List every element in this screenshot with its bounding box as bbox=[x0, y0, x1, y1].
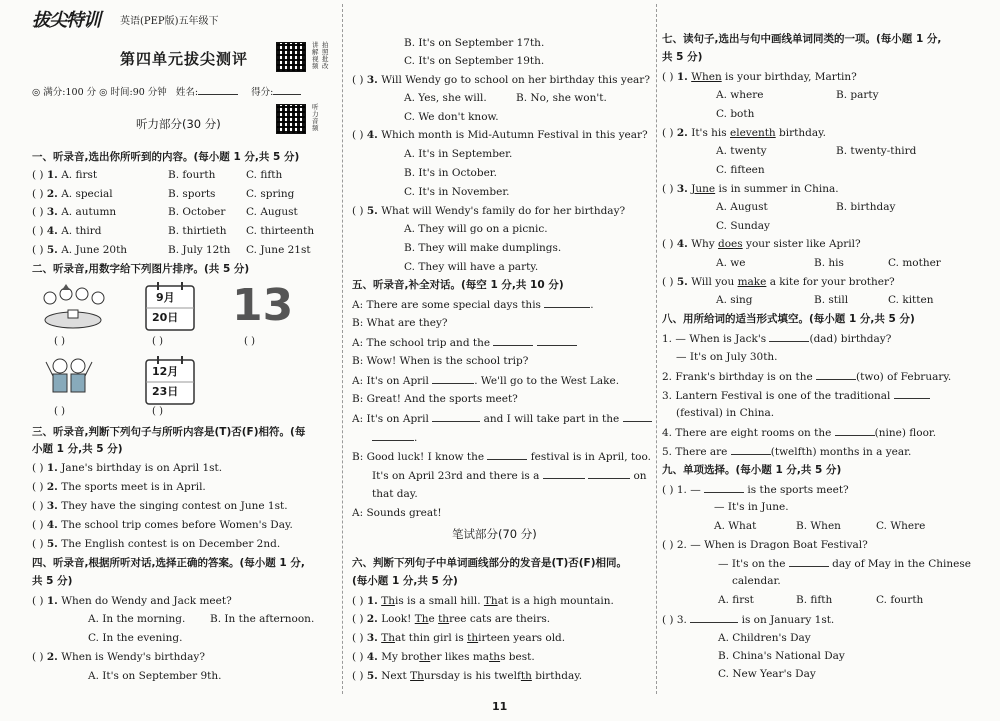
qr-label: 拍照批改 bbox=[322, 41, 329, 70]
option-b: B. July 12th bbox=[168, 244, 231, 256]
dialogue-line: It's on April 23rd and there is a on bbox=[372, 470, 647, 482]
option-c: C. both bbox=[716, 108, 755, 120]
score-blank[interactable] bbox=[273, 84, 301, 95]
option-c: C. We don't know. bbox=[404, 111, 499, 123]
answer-blank[interactable] bbox=[372, 430, 414, 441]
dialogue-line: B: What are they? bbox=[352, 317, 448, 329]
option-a: A. where bbox=[716, 89, 764, 101]
answer-blank[interactable] bbox=[493, 335, 533, 346]
option-c: C. August bbox=[246, 206, 298, 218]
section-3-title-cont: 小题 1 分,共 5 分) bbox=[32, 443, 123, 455]
section-9-title: 九、单项选择。(每小题 1 分,共 5 分) bbox=[662, 464, 842, 476]
fill-line: 4. There are eight rooms on the (nine) floor. bbox=[662, 427, 937, 439]
qr-label: 讲解视频 bbox=[312, 41, 319, 70]
option-b: B. October bbox=[168, 206, 226, 218]
option-a: A. sing bbox=[716, 294, 753, 306]
section-1-title: 一、听录音,选出你所听到的内容。(每小题 1 分,共 5 分) bbox=[32, 151, 300, 163]
dialogue-line: B: Wow! When is the school trip? bbox=[352, 355, 529, 367]
option-c: C. spring bbox=[246, 188, 295, 200]
calendar-day: 20日 bbox=[152, 311, 179, 324]
answer-blank[interactable] bbox=[544, 297, 590, 308]
kids-cheering-picture bbox=[44, 354, 94, 402]
option-c: C. Sunday bbox=[716, 220, 770, 232]
option-b: B. China's National Day bbox=[718, 650, 845, 662]
option-b: B. sports bbox=[168, 188, 216, 200]
section-7-title: 七、读句子,选出与句中画线单词同类的一项。(每小题 1 分, bbox=[662, 33, 942, 45]
calendar-month: 12月 bbox=[152, 365, 179, 378]
option-b: B. It's in October. bbox=[404, 167, 497, 179]
option-b: B. fourth bbox=[168, 169, 216, 181]
option-c: C. In the evening. bbox=[88, 632, 183, 644]
calendar-day: 23日 bbox=[152, 385, 179, 398]
option-b: B. still bbox=[814, 294, 849, 306]
section-8-title: 八、用所给词的适当形式填空。(每小题 1 分,共 5 分) bbox=[662, 313, 915, 325]
big-number: 13 bbox=[232, 280, 294, 331]
list-item: ( ) 1. Jane's birthday is on April 1st. bbox=[32, 462, 223, 474]
option-c: C. It's on September 19th. bbox=[404, 55, 545, 67]
dialogue-line: . bbox=[372, 430, 417, 445]
answer-paren[interactable]: ( ) bbox=[54, 336, 65, 347]
section-3-title: 三、听录音,判断下列句子与所听内容是(T)否(F)相符。(每 bbox=[32, 426, 306, 438]
option-b: B. thirtieth bbox=[168, 225, 227, 237]
list-item: ( ) 2. A. special bbox=[32, 188, 113, 200]
answer-paren[interactable]: ( ) bbox=[54, 406, 65, 417]
list-item: ( ) 3. That thin girl is thirteen years old. bbox=[352, 632, 566, 644]
answer-line: calendar. bbox=[732, 575, 781, 587]
option-c: C. mother bbox=[888, 257, 941, 269]
option-c: C. They will have a party. bbox=[404, 261, 539, 273]
dialogue-line: A: The school trip and the bbox=[352, 335, 577, 350]
list-item: ( ) 4. The school trip comes before Women's Day. bbox=[32, 519, 293, 531]
kids-party-picture bbox=[38, 282, 108, 330]
question: ( ) 5. What will Wendy's family do for her birthday? bbox=[352, 205, 626, 217]
answer-blank[interactable] bbox=[816, 369, 856, 380]
question: ( ) 1. — is the sports meet? bbox=[662, 484, 849, 496]
option-b: B. his bbox=[814, 257, 844, 269]
section-2-title: 二、听录音,用数字给下列图片排序。(共 5 分) bbox=[32, 263, 250, 275]
question: ( ) 1. When is your birthday, Martin? bbox=[662, 71, 857, 83]
qr-code-icon[interactable] bbox=[276, 104, 306, 134]
option-c: C. thirteenth bbox=[246, 225, 315, 237]
section-4-title-cont: 共 5 分) bbox=[32, 575, 73, 587]
answer-blank[interactable] bbox=[789, 556, 829, 567]
brand-logo: 拔尖特训 bbox=[32, 10, 100, 31]
section-7-title-cont: 共 5 分) bbox=[662, 51, 703, 63]
option-c: C. fifth bbox=[246, 169, 283, 181]
list-item: ( ) 2. Look! The three cats are theirs. bbox=[352, 613, 551, 625]
answer-paren[interactable]: ( ) bbox=[152, 406, 163, 417]
dialogue-line: B: Good luck! I know the festival is in April, too. bbox=[352, 451, 651, 463]
question: ( ) 2. It's his eleventh birthday. bbox=[662, 127, 826, 139]
option-a: A. Yes, she will. bbox=[404, 92, 487, 104]
section-5-title: 五、听录音,补全对话。(每空 1 分,共 10 分) bbox=[352, 279, 564, 291]
answer-paren[interactable]: ( ) bbox=[152, 336, 163, 347]
page-title: 第四单元拔尖测评 bbox=[120, 50, 249, 68]
fill-line: 5. There are (twelfth) months in a year. bbox=[662, 446, 912, 458]
answer-line: — It's on the day of May in the Chinese bbox=[718, 558, 971, 570]
middle-column bbox=[352, 0, 652, 700]
dialogue-line: A: There are some special days this . bbox=[352, 299, 594, 311]
option-b: B. No, she won't. bbox=[516, 92, 607, 104]
page-number: 11 bbox=[492, 700, 508, 713]
option-b: B. twenty-third bbox=[836, 145, 917, 157]
exam-info bbox=[32, 84, 301, 98]
option-a: A. It's in September. bbox=[404, 148, 513, 160]
score-time-info: ◎ 满分:100 分 ◎ 时间:90 分钟 bbox=[32, 87, 167, 98]
option-c: C. It's in November. bbox=[404, 186, 510, 198]
option-c: C. kitten bbox=[888, 294, 934, 306]
list-item: ( ) 4. My brother likes maths best. bbox=[352, 651, 535, 663]
option-a: A. In the morning. bbox=[88, 613, 186, 625]
fill-line: (festival) in China. bbox=[676, 407, 775, 419]
dialogue-line: A: It's on April . We'll go to the West Lake. bbox=[352, 375, 620, 387]
section-6-title-cont: (每小题 1 分,共 5 分) bbox=[352, 575, 458, 587]
answer-line: — It's in June. bbox=[714, 501, 789, 513]
score-label: 得分: bbox=[251, 87, 274, 98]
option-b: B. It's on September 17th. bbox=[404, 37, 545, 49]
fill-line: — It's on July 30th. bbox=[676, 351, 778, 363]
column-divider bbox=[342, 4, 343, 694]
list-item: ( ) 1. This is a small hill. That is a high mountain. bbox=[352, 595, 614, 607]
list-item: ( ) 3. A. autumn bbox=[32, 206, 117, 218]
option-c: C. New Year's Day bbox=[718, 668, 816, 680]
dialogue-line: A: Sounds great! bbox=[352, 507, 442, 519]
list-item: ( ) 5. The English contest is on December 2nd. bbox=[32, 538, 281, 550]
option-c: C. fourth bbox=[876, 594, 924, 606]
answer-blank[interactable] bbox=[731, 444, 771, 455]
qr-code-icon[interactable] bbox=[276, 42, 306, 72]
answer-blank[interactable] bbox=[894, 388, 930, 399]
name-blank[interactable] bbox=[198, 84, 238, 95]
answer-blank[interactable] bbox=[487, 449, 527, 460]
section-4-title: 四、听录音,根据所听对话,选择正确的答案。(每小题 1 分, bbox=[32, 557, 305, 569]
question: ( ) 3. June is in summer in China. bbox=[662, 183, 839, 195]
answer-blank[interactable] bbox=[769, 331, 809, 342]
option-b: B. They will make dumplings. bbox=[404, 242, 562, 254]
written-section-title: 笔试部分(70 分) bbox=[452, 527, 537, 541]
answer-blank[interactable] bbox=[432, 373, 474, 384]
answer-blank[interactable] bbox=[835, 425, 875, 436]
fill-line: 2. Frank's birthday is on the (two) of February. bbox=[662, 371, 952, 383]
option-b: B. When bbox=[796, 520, 841, 532]
option-b: B. In the afternoon. bbox=[210, 613, 315, 625]
question: ( ) 3. Will Wendy go to school on her birthday this year? bbox=[352, 74, 650, 86]
list-item: ( ) 3. They have the singing contest on June 1st. bbox=[32, 500, 288, 512]
question: ( ) 3. is on January 1st. bbox=[662, 614, 835, 626]
list-item: ( ) 2. The sports meet is in April. bbox=[32, 481, 206, 493]
option-b: B. party bbox=[836, 89, 879, 101]
answer-blank[interactable] bbox=[623, 411, 652, 422]
dialogue-line: A: It's on April and I will take part in the bbox=[352, 411, 652, 426]
listening-section-title: 听力部分(30 分) bbox=[136, 117, 221, 131]
option-a: A. What bbox=[714, 520, 757, 532]
option-a: A. first bbox=[718, 594, 754, 606]
name-label: 姓名: bbox=[175, 87, 199, 98]
option-a: A. They will go on a picnic. bbox=[404, 223, 548, 235]
list-item: ( ) 5. A. June 20th bbox=[32, 244, 128, 256]
option-a: A. we bbox=[716, 257, 746, 269]
answer-blank[interactable] bbox=[543, 468, 585, 479]
fill-line: 1. — When is Jack's (dad) birthday? bbox=[662, 333, 892, 345]
question: ( ) 2. When is Wendy's birthday? bbox=[32, 651, 205, 663]
answer-blank[interactable] bbox=[690, 612, 738, 623]
left-column bbox=[32, 0, 332, 700]
list-item: ( ) 1. A. first bbox=[32, 169, 98, 181]
option-a: A. It's on September 9th. bbox=[88, 670, 222, 682]
option-a: A. August bbox=[716, 201, 768, 213]
option-a: A. Children's Day bbox=[718, 632, 811, 644]
option-c: C. June 21st bbox=[246, 244, 311, 256]
option-c: C. fifteen bbox=[716, 164, 765, 176]
section-6-title: 六、判断下列句子中单词画线部分的发音是(T)否(F)相同。 bbox=[352, 557, 628, 569]
option-a: A. twenty bbox=[716, 145, 767, 157]
column-divider bbox=[656, 4, 657, 694]
question: ( ) 5. Will you make a kite for your brother? bbox=[662, 276, 895, 288]
option-b: B. fifth bbox=[796, 594, 833, 606]
subject-label: 英语(PEP版)五年级下 bbox=[120, 16, 219, 27]
dialogue-line: B: Great! And the sports meet? bbox=[352, 393, 518, 405]
answer-paren[interactable]: ( ) bbox=[244, 336, 255, 347]
question: ( ) 4. Why does your sister like April? bbox=[662, 238, 861, 250]
question: ( ) 1. When do Wendy and Jack meet? bbox=[32, 595, 232, 607]
option-b: B. birthday bbox=[836, 201, 896, 213]
answer-blank[interactable] bbox=[704, 482, 744, 493]
fill-line: 3. Lantern Festival is one of the traditional bbox=[662, 388, 930, 403]
answer-blank[interactable] bbox=[588, 468, 630, 479]
dialogue-line: that day. bbox=[372, 488, 418, 500]
option-c: C. Where bbox=[876, 520, 926, 532]
list-item: ( ) 4. A. third bbox=[32, 225, 102, 237]
question: ( ) 4. Which month is Mid-Autumn Festival in this year? bbox=[352, 129, 648, 141]
right-column bbox=[662, 0, 978, 700]
list-item: ( ) 5. Next Thursday is his twelfth birthday. bbox=[352, 670, 583, 682]
answer-blank[interactable] bbox=[432, 411, 480, 422]
question: ( ) 2. — When is Dragon Boat Festival? bbox=[662, 539, 868, 551]
calendar-month: 9月 bbox=[156, 291, 175, 304]
qr-label: 听力音频 bbox=[312, 103, 319, 132]
answer-blank[interactable] bbox=[537, 335, 577, 346]
